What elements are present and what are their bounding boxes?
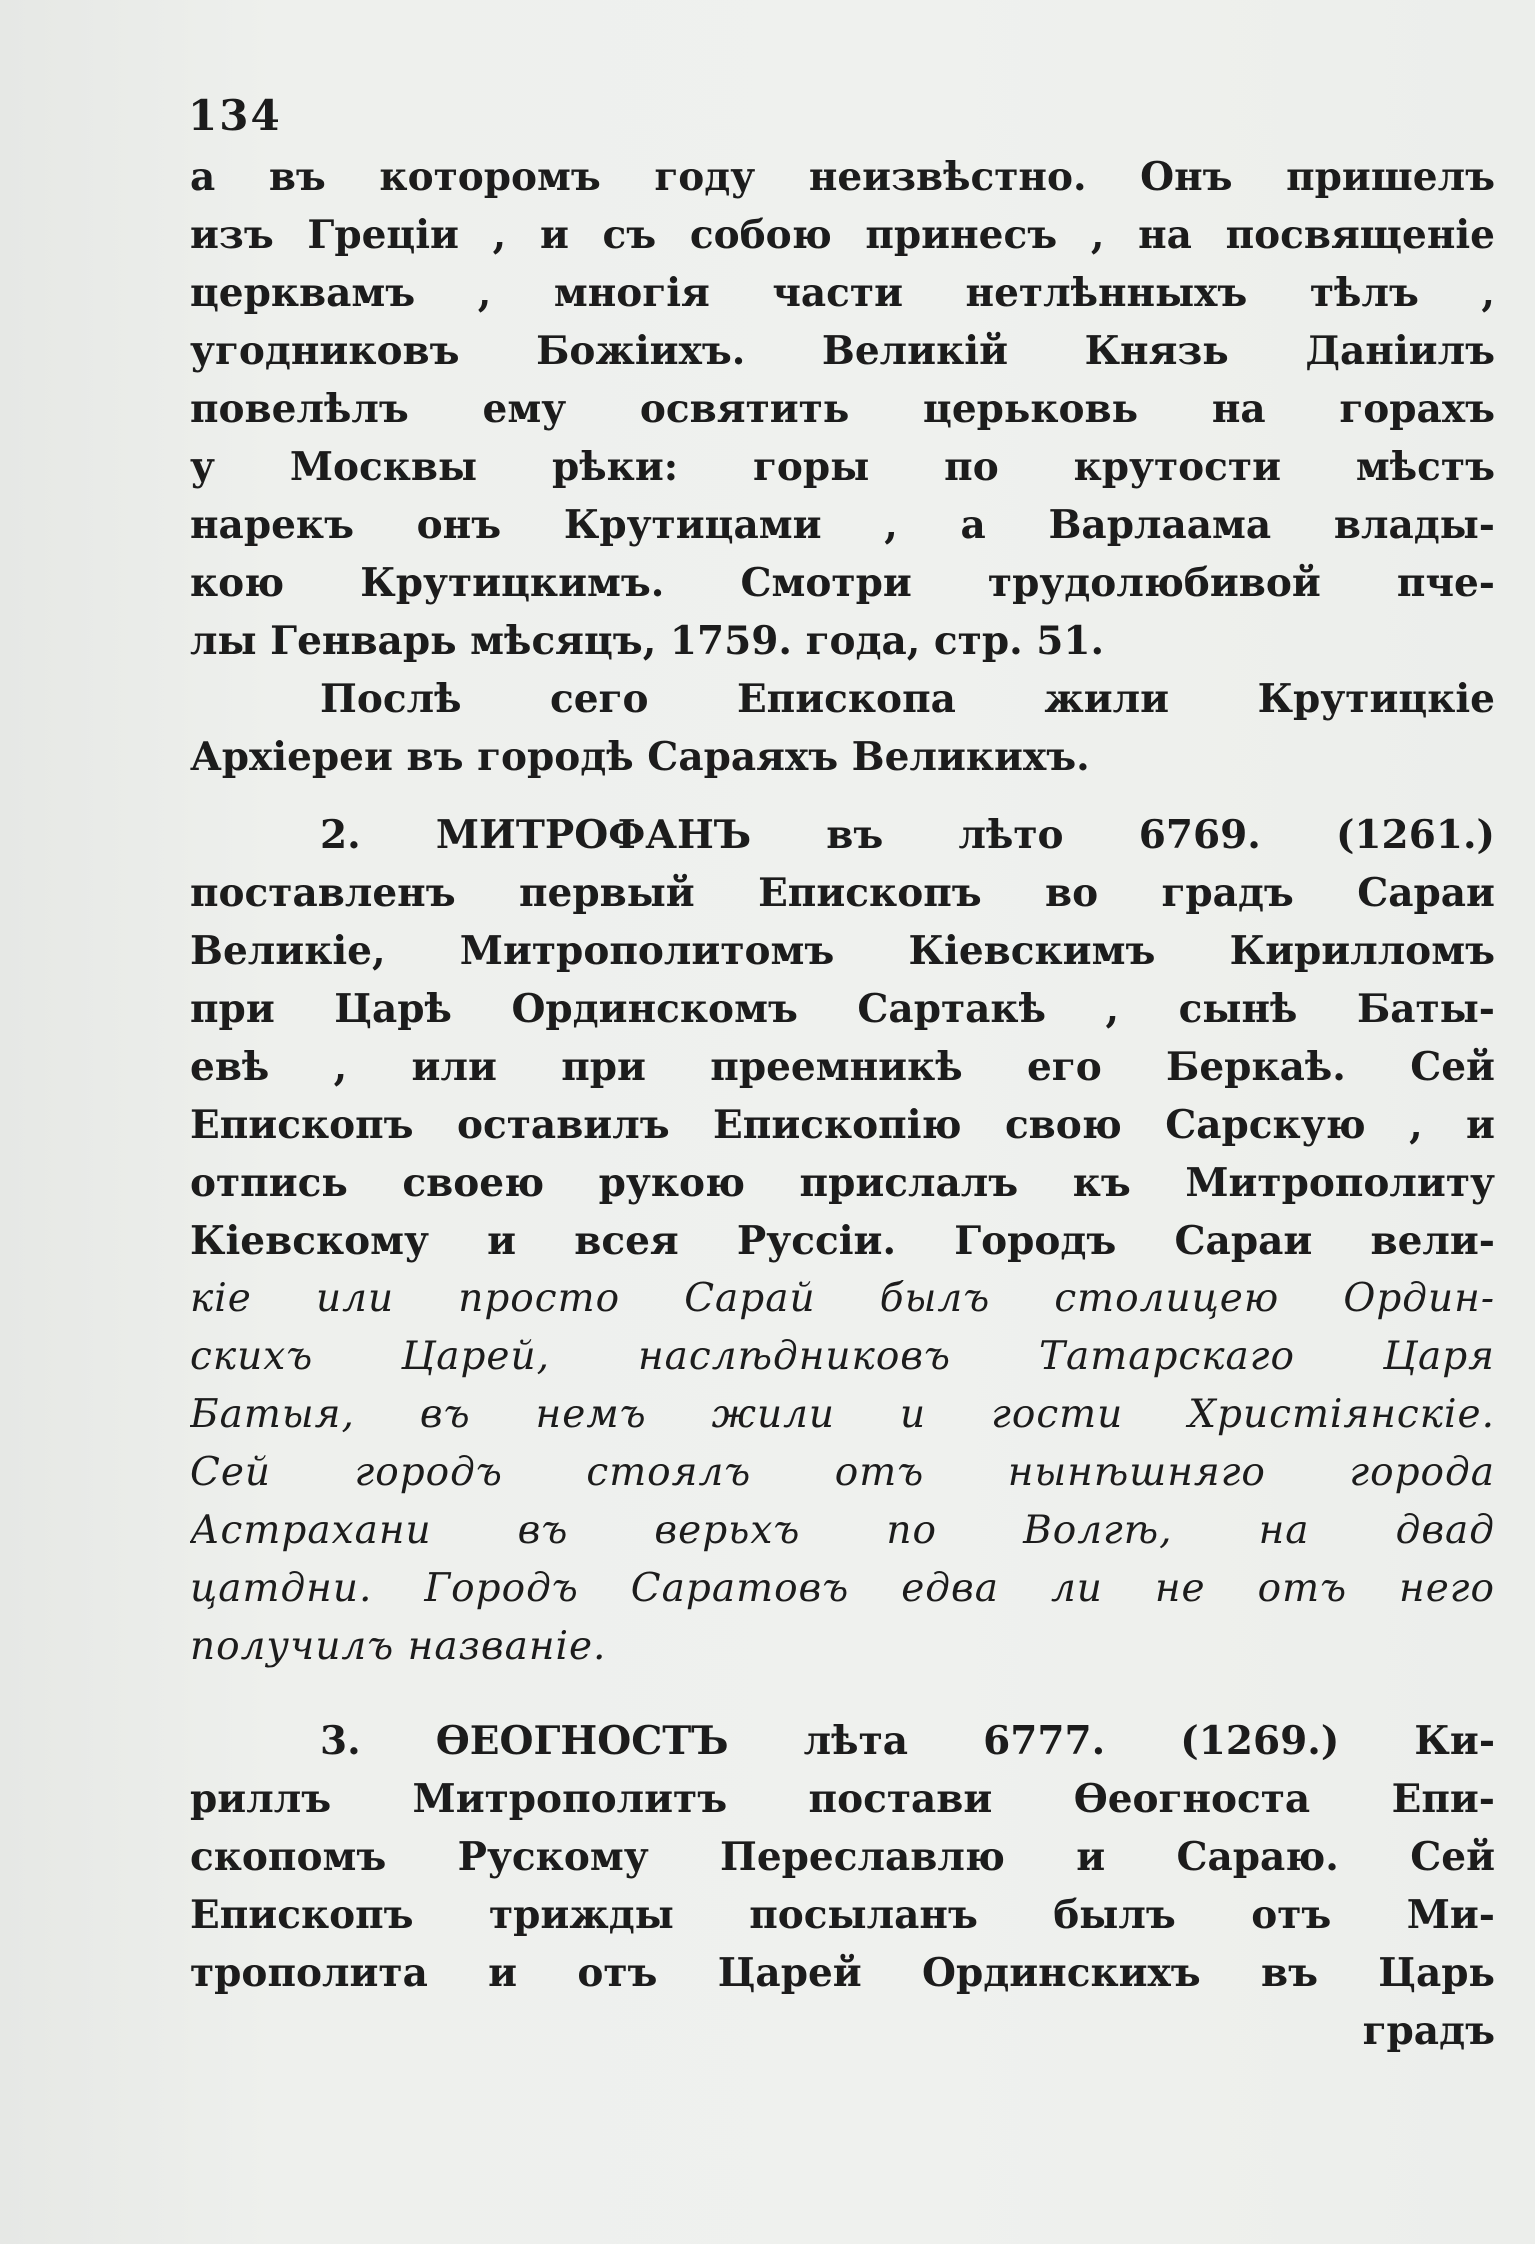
italic-text-line: Батыя, въ немъ жили и гости Христіянскіе. [190,1392,1495,1437]
italic-text-line: Астрахани въ верьхъ по Волгѣ, на двад [190,1508,1495,1553]
text-line: нарекъ онъ Крутицами , а Варлаама влады- [190,502,1495,548]
text-line: скопомъ Рускому Переславлю и Сараю. Сей [190,1834,1495,1880]
italic-text-line: цатдни. Городъ Саратовъ едва ли не отъ него [190,1566,1495,1611]
text-line: 2. МИТРОФАНЪ въ лѣто 6769. (1261.) [320,812,1495,858]
text-line: риллъ Митрополитъ постави Ѳеогноста Епи- [190,1776,1495,1822]
page-number: 134 [188,91,282,140]
catchword: градъ [1362,2008,1495,2054]
text-line: кою Крутицкимъ. Смотри трудолюбивой пче- [190,560,1495,606]
text-line: лы Генварь мѣсяцъ, 1759. года, стр. 51. [190,618,1105,664]
text-line: церквамъ , многія части нетлѣнныхъ тѣлъ , [190,270,1495,316]
text-line: повелѣлъ ему освятить церьковь на горахъ [190,386,1495,432]
text-line: изъ Греціи , и съ собою принесъ , на посвященіе [190,212,1495,258]
text-line: поставленъ первый Епископъ во градъ Сараи [190,870,1495,916]
text-line: отпись своею рукою прислалъ къ Митрополиту [190,1160,1495,1206]
text-line: 3. ѲЕОГНОСТЪ лѣта 6777. (1269.) Ки- [320,1718,1495,1764]
paragraph-3 [190,1712,1495,2060]
text-line: при Царѣ Ординскомъ Сартакѣ , сынѣ Баты- [190,986,1495,1032]
text-line: Послѣ сего Епископа жили Крутицкіе [320,676,1495,722]
text-line: Кіевскому и всея Руссіи. Городъ Сараи вели- [190,1218,1495,1264]
paragraph-2 [190,806,1495,1676]
text-line: трополита и отъ Царей Ординскихъ въ Царь [190,1950,1495,1996]
text-line: евѣ , или при преемникѣ его Беркаѣ. Сей [190,1044,1495,1090]
italic-text-line: кіе или просто Сарай былъ столицею Ордин- [190,1276,1495,1321]
text-line: Великіе, Митрополитомъ Кіевскимъ Кирилломъ [190,928,1495,974]
italic-text-line: Сей городъ стоялъ отъ нынѣшняго города [190,1450,1495,1495]
italic-text-line: скихъ Царей, наслѣдниковъ Татарскаго Царя [190,1334,1495,1379]
text-line: Епископъ трижды посыланъ былъ отъ Ми- [190,1892,1495,1938]
paragraph-1 [190,148,1495,786]
italic-text-line: получилъ названіе. [190,1624,607,1669]
text-line: а въ которомъ году неизвѣстно. Онъ пришелъ [190,154,1495,200]
text-line: у Москвы рѣки: горы по крутости мѣстъ [190,444,1495,490]
text-line: Архіереи въ городѣ Сараяхъ Великихъ. [190,734,1090,780]
text-line: Епископъ оставилъ Епископію свою Сарскую , и [190,1102,1495,1148]
text-line: угодниковъ Божіихъ. Великій Князь Даніилъ [190,328,1495,374]
